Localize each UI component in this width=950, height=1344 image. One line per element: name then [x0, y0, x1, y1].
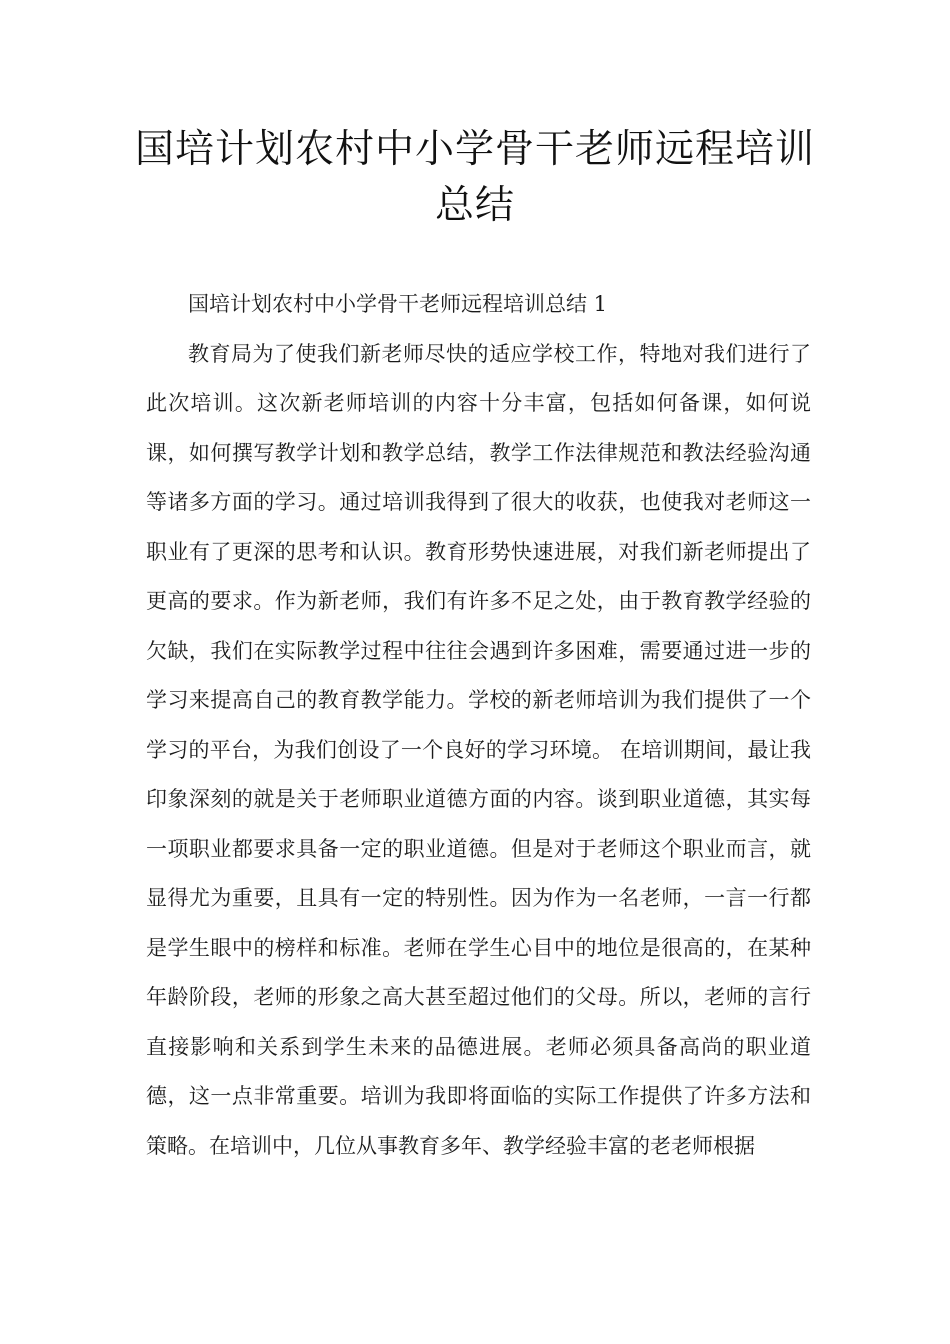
title-line-1: 国培计划农村中小学骨干老师远程培训 — [134, 127, 815, 172]
document-title — [100, 122, 850, 234]
title-line-2: 总结 — [434, 183, 515, 228]
document-body — [146, 280, 811, 1171]
section-subheading: 国培计划农村中小学骨干老师远程培训总结 1 — [188, 292, 608, 316]
body-paragraph: 教育局为了使我们新老师尽快的适应学校工作，特地对我们进行了此次培训。这次新老师培训的内容十分丰富，包括如何备课，如何说课，如何撰写教学计划和教学总结，教学工作法律规范和教法经验沟通等诸多方面的学习。通过培训我得到了很大的收获，也使我对老师这一职业有了更深的思考和认识。教育形势快速进展，对我们新老师提出了更高的要求。作为新老师，我们有许多不足之处，由于教育教学经验的欠缺，我们在实际教学过程中往往会遇到许多困难，需要通过进一步的学习来提高自己的教育教学能力。学校的新老师培训为我们提供了一个学习的平台，为我们创设了一个良好的学习环境。 在培训期间，最让我印象深刻的就是关于老师职业道德方面的内容。谈到职业道德，其实每一项职业都要求具备一定的职业道德。但是对于老师这个职业而言，就显得尤为重要，且具有一定的特别性。因为作为一名老师，一言一行都是学生眼中的榜样和标准。老师在学生心目中的地位是很高的，在某种年龄阶段，老师的形象之高大甚至超过他们的父母。所以，老师的言行直接影响和关系到学生未来的品德进展。老师必须具备高尚的职业道德，这一点非常重要。培训为我即将面临的实际工作提供了许多方法和策略。在培训中，几位从事教育多年、教学经验丰富的老老师根据 — [146, 341, 811, 1158]
